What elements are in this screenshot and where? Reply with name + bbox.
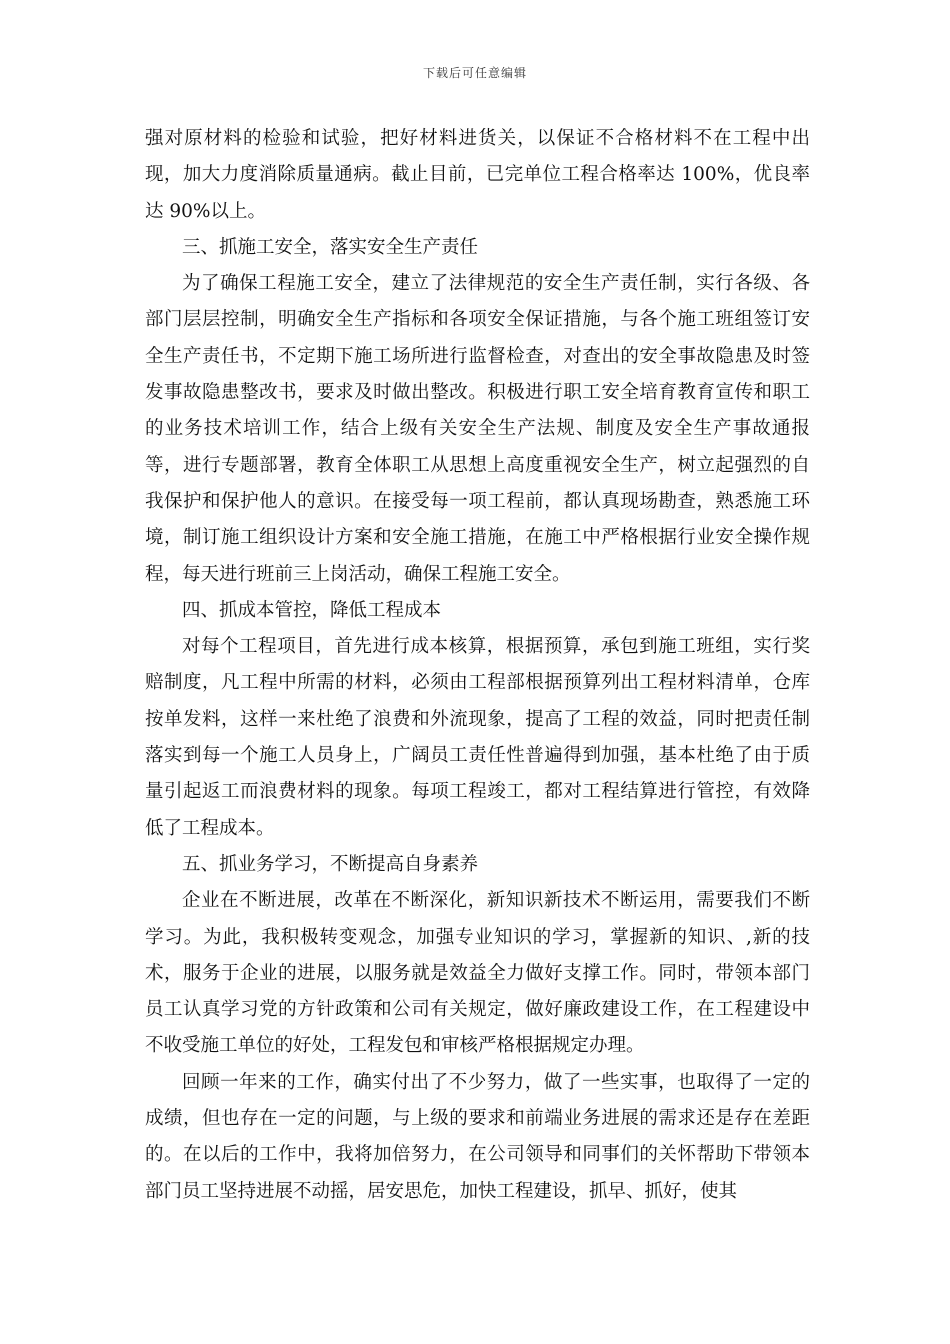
- paragraph-continuation: 强对原材料的检验和试验，把好材料进货关，以保证不合格材料不在工程中出现，加大力度消除质量通病。截止目前，已完单位工程合格率达 100%，优良率达 90%以上。: [145, 128, 810, 222]
- section-heading-5: 五、抓业务学习，不断提高自身素养: [182, 853, 479, 875]
- paragraph-safety: 为了确保工程施工安全，建立了法律规范的安全生产责任制，实行各级、各部门层层控制，明确安全生产指标和各项安全保证措施，与各个施工班组签订安全生产责任书，不定期下施工场所进行监督检查，对查出的安全事故隐患及时签发事故隐患整改书，要求及时做出整改。积极进行职工安全培育教育宣传和职工的业务技术培训工作，结合上级有关安全生产法规、制度及安全生产事故通报等，进行专题部署，教育全体职工从思想上高度重视安全生产，树立起强烈的自我保护和保护他人的意识。在接受每一项工程前，都认真现场勘查，熟悉施工环境，制订施工组织设计方案和安全施工措施，在施工中严格根据行业安全操作规程，每天进行班前三上岗活动，确保工程施工安全。: [145, 273, 810, 585]
- document-body: [145, 121, 810, 1210]
- section-heading-4: 四、抓成本管控，降低工程成本: [182, 599, 442, 621]
- page-header: 下载后可任意编辑: [422, 66, 527, 80]
- paragraph-review: 回顾一年来的工作，确实付出了不少努力，做了一些实事，也取得了一定的成绩，但也存在一定的问题，与上级的要求和前端业务进展的需求还是存在差距的。在以后的工作中，我将加倍努力，在公司领导和同事们的关怀帮助下带领本部门员工坚持进展不动摇，居安思危，加快工程建设，抓早、抓好，使其: [145, 1071, 810, 1202]
- section-heading-3: 三、抓施工安全，落实安全生产责任: [182, 236, 479, 258]
- paragraph-cost: 对每个工程项目，首先进行成本核算，根据预算，承包到施工班组，实行奖赔制度，凡工程中所需的材料，必须由工程部根据预算列出工程材料清单，仓库按单发料，这样一来杜绝了浪费和外流现象，提高了工程的效益，同时把责任制落实到每一个施工人员身上，广阔员工责任性普遍得到加强，基本杜绝了由于质量引起返工而浪费材料的现象。每项工程竣工，都对工程结算进行管控，有效降低了工程成本。: [145, 636, 810, 839]
- paragraph-learning: 企业在不断进展，改革在不断深化，新知识新技术不断运用，需要我们不断学习。为此，我积极转变观念，加强专业知识的学习，掌握新的知识、,新的技术，服务于企业的进展，以服务就是效益全力做好支撑工作。同时，带领本部门员工认真学习党的方针政策和公司有关规定，做好廉政建设工作，在工程建设中不收受施工单位的好处，工程发包和审核严格根据规定办理。: [145, 890, 810, 1057]
